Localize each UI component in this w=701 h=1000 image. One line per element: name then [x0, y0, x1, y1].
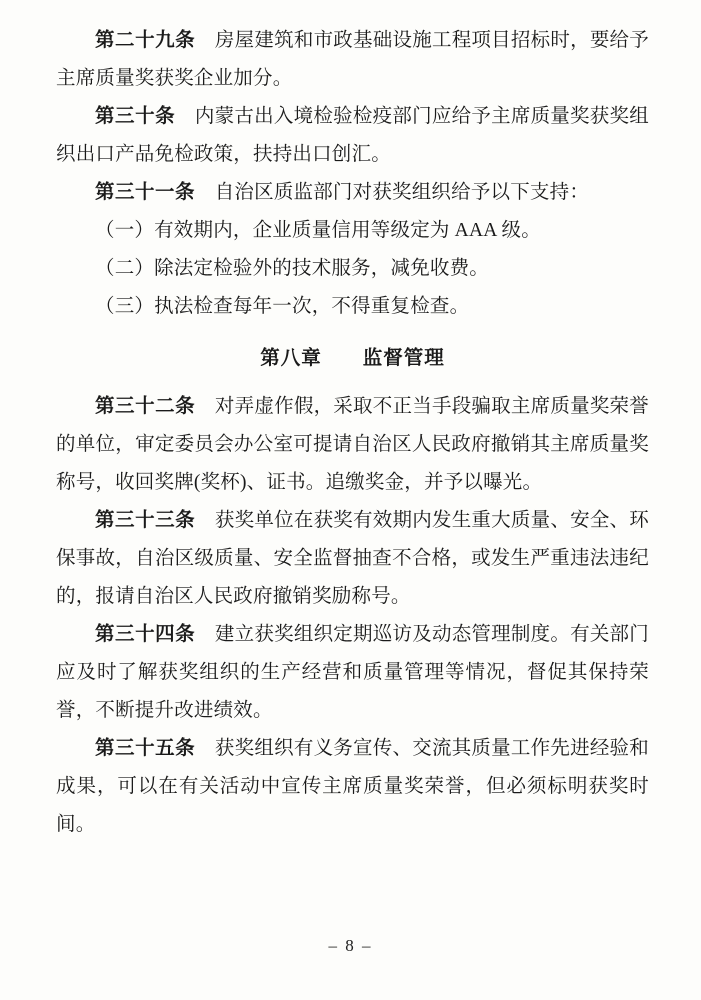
paragraph-article-30	[56, 98, 649, 174]
article-text-33: 获奖单位在获奖有效期内发生重大质量、安全、环保事故，自治区级质量、安全监督抽查不合格，或发生严重违法违纪的，报请自治区人民政府撤销奖励称号。	[56, 510, 649, 607]
article-number-31: 第三十一条	[95, 182, 196, 203]
paragraph-article-32	[56, 388, 649, 502]
article-number-34: 第三十四条	[95, 624, 196, 645]
list-item-2: （二）除法定检验外的技术服务，减免收费。	[95, 258, 490, 279]
paragraph-article-33	[56, 502, 649, 616]
list-item-1: （一）有效期内，企业质量信用等级定为 AAA 级。	[95, 220, 541, 241]
document-body	[56, 22, 649, 844]
article-text-29: 房屋建筑和市政基础设施工程项目招标时，要给予主席质量奖获奖企业加分。	[56, 30, 649, 89]
article-text-30: 内蒙古出入境检验检疫部门应给予主席质量奖获奖组织出口产品免检政策，扶持出口创汇。	[56, 106, 649, 165]
article-text-32: 对弄虚作假，采取不正当手段骗取主席质量奖荣誉的单位，审定委员会办公室可提请自治区人民政府撤销其主席质量奖称号，收回奖牌(奖杯)、证书。追缴奖金，并予以曝光。	[56, 396, 649, 493]
paragraph-article-31	[56, 174, 649, 212]
article-number-32: 第三十二条	[95, 396, 196, 417]
list-item-3: （三）执法检查每年一次，不得重复检查。	[95, 296, 470, 317]
article-number-35: 第三十五条	[95, 738, 196, 759]
article-text-35: 获奖组织有义务宣传、交流其质量工作先进经验和成果，可以在有关活动中宣传主席质量奖荣誉，但必须标明获奖时间。	[56, 738, 649, 835]
paragraph-article-29	[56, 22, 649, 98]
page-number: – 8 –	[328, 936, 373, 955]
article-number-33: 第三十三条	[95, 510, 196, 531]
paragraph-article-35	[56, 730, 649, 844]
article-number-29: 第二十九条	[95, 30, 196, 51]
article-text-31: 自治区质监部门对获奖组织给予以下支持：	[195, 182, 590, 203]
chapter-heading: 第八章 监督管理	[260, 348, 445, 369]
paragraph-article-34	[56, 616, 649, 730]
article-number-30: 第三十条	[95, 106, 176, 127]
article-text-34: 建立获奖组织定期巡访及动态管理制度。有关部门应及时了解获奖组织的生产经营和质量管理等情况，督促其保持荣誉，不断提升改进绩效。	[56, 624, 649, 721]
